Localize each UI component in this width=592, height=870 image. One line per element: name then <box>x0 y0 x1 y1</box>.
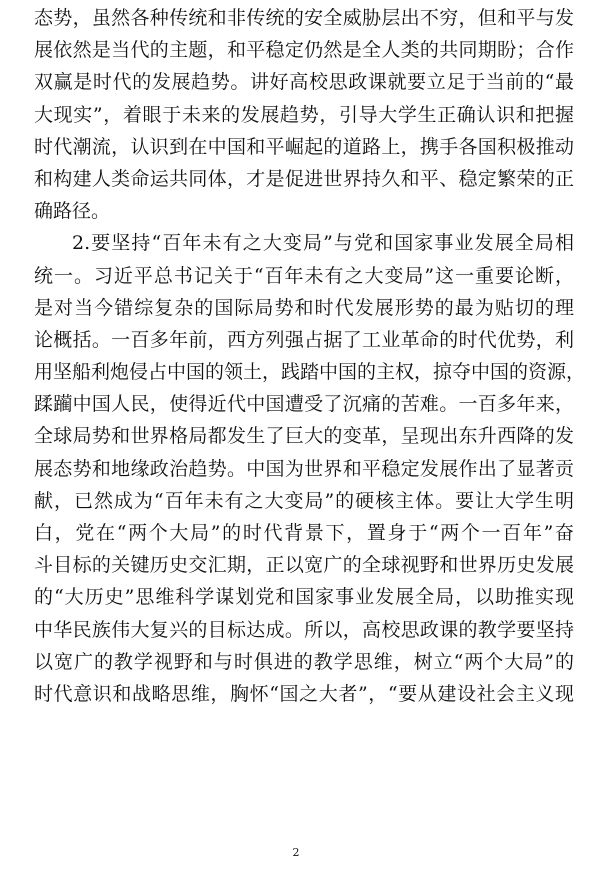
text-line: 时代意识和战略思维，胸怀“国之大者”，“要从建设社会主义现 <box>34 682 574 705</box>
text-line: 白，党在“两个大局”的时代背景下，置身于“两个一百年”奋 <box>34 522 574 544</box>
text-line: 蹂躏中国人民，使得近代中国遭受了沉痛的苦难。一百多年来， <box>34 393 574 416</box>
text-line: 统一。习近平总书记关于“百年未有之大变局”这一重要论断， <box>34 264 574 287</box>
text-line: 确路径。 <box>34 200 111 223</box>
text-line: 态势，虽然各种传统和非传统的安全威胁层出不穷，但和平与发 <box>34 7 574 29</box>
text-line: 用坚船利炮侵占中国的领土，践踏中国的主权，掠夺中国的资源， <box>34 361 586 384</box>
text-line: 和构建人类命运共同体，才是促进世界持久和平、稳定繁荣的正 <box>34 167 574 190</box>
text-line: 展依然是当代的主题，和平稳定仍然是全人类的共同期盼；合作 <box>34 39 574 62</box>
text-line: 中华民族伟大复兴的目标达成。所以，高校思政课的教学要坚持 <box>34 618 574 641</box>
paragraph-1 <box>34 2 574 227</box>
text-line: 斗目标的关键历史交汇期，正以宽广的全球视野和世界历史发展 <box>34 554 574 577</box>
text-line: 以宽广的教学视野和与时俱进的教学思维，树立“两个大局”的 <box>34 650 574 673</box>
text-line: 2.要坚持“百年未有之大变局”与党和国家事业发展全局相 <box>72 232 574 255</box>
text-line: 论概括。一百多年前，西方列强占据了工业革命的时代优势，利 <box>34 328 574 351</box>
text-line: 双赢是时代的发展趋势。讲好高校思政课就要立足于当前的“最 <box>34 71 574 94</box>
text-line: 是对当今错综复杂的国际局势和时代发展形势的最为贴切的理 <box>34 296 574 319</box>
text-line: 全球局势和世界格局都发生了巨大的变革，呈现出东升西降的发 <box>34 425 574 448</box>
text-line: 大现实”，着眼于未来的发展趋势，引导大学生正确认识和把握 <box>34 103 574 126</box>
page-number: 2 <box>292 846 300 859</box>
paragraph-2 <box>34 227 586 710</box>
text-line: 时代潮流，认识到在中国和平崛起的道路上，携手各国积极推动 <box>34 135 574 158</box>
text-line: 献，已然成为“百年未有之大变局”的硬核主体。要让大学生明 <box>34 489 574 512</box>
text-line: 展态势和地缘政治趋势。中国为世界和平稳定发展作出了显著贡 <box>34 457 574 480</box>
text-line: 的“大历史”思维科学谋划党和国家事业发展全局，以助推实现 <box>34 586 574 609</box>
body-text <box>34 2 586 710</box>
